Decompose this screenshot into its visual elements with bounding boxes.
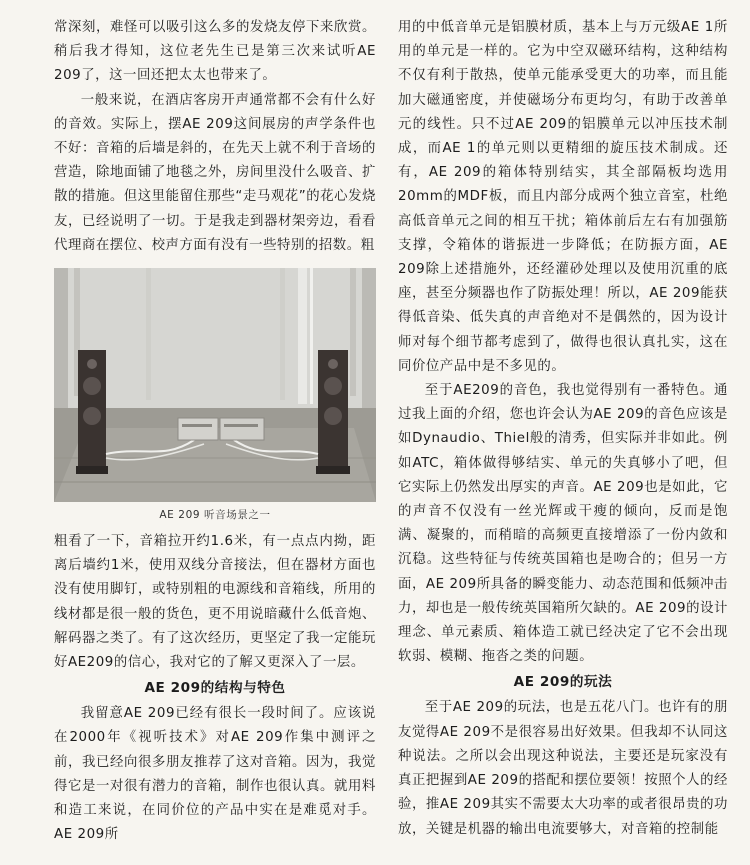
listening-room-illustration [54, 268, 376, 502]
paragraph: 粗看了一下，音箱拉开约1.6米，有一点点内拗，距离后墙约1米，使用双线分音接法，但在器材方面也没有使用脚钉，或特别粗的电源线和音箱线，所用的线材都是很一般的货色，更不用说暗藏什么低音炮、解码器之类了。有了这次经历，更坚定了我一定能玩好AE209的信心，我对它的了解又更深入了一层。 [54, 534, 376, 671]
figure-caption: AE 209 听音场景之一 [159, 509, 271, 522]
listening-room-photo [54, 268, 376, 502]
paragraph: 我留意AE 209已经有很长一段时间了。应该说在2000年《视听技术》对AE 209作集中测评之前，我已经向很多朋友推荐了这对音箱。因为，我觉得它是一对很有潜力的音箱，制作也很认真。就用料和造工来说，在同价位的产品中实在是难觅对手。AE 209所 [54, 706, 376, 843]
right-column [398, 16, 728, 842]
paragraph: 常深刻，难怪可以吸引这么多的发烧友停下来欣赏。稍后我才得知，这位老先生已是第三次来试听AE 209了，这一回还把太太也带来了。 [54, 20, 376, 84]
paragraph: 至于AE209的音色，我也觉得别有一番特色。通过我上面的介绍，您也许会认为AE 209的音色应该是如Dynaudio、Thiel般的清秀，但实际并非如此。例如ATC，箱体做得够结实、单元的失真够小了吧，但它实际上仍然发出厚实的声音。AE 209也是如此，它的声音不仅没有一丝光辉或干瘦的倾向，反而是饱满、凝聚的，而稍暗的高频更直接增添了一份内敛和沉稳。这些特征与传统英国箱也是吻合的；但另一方面，AE 209所具备的瞬变能力、动态范围和低频冲击力，却也是一般传统英国箱所欠缺的。AE 209的设计理念、单元素质、箱体造工就已经决定了它不会出现软弱、模糊、拖沓之类的问题。 [398, 383, 728, 665]
paragraph: 至于AE 209的玩法，也是五花八门。也许有的朋友觉得AE 209不是很容易出好效果。但我却不认同这种说法。之所以会出现这种说法，主要还是玩家没有真正把握到AE 209的搭配和摆位要领！按照个人的经验，推AE 209其实不需要太大功率的或者很昂贵的功放，关键是机器的输出电流要够大，对音箱的控制能 [398, 700, 728, 837]
paragraph: 用的中低音单元是铝膜材质，基本上与万元级AE 1所用的单元是一样的。它为中空双磁环结构，这种结构不仅有利于散热，使单元能承受更大的功率，而且能加大磁通密度，并使磁场分布更均匀，有助于改善单元的线性。只不过AE 209的铝膜单元以冲压技术制成，而AE 1的单元则以更精细的旋压技术制成。还有，AE 209的箱体特别结实，其全部隔板均选用20mm的MDF板，而且内部分成两个独立音室，杜绝高低音单元之间的相互干扰；箱体前后左右有加强筋支撑，令箱体的谐振进一步降低；在防振方面，AE 209除上述措施外，还经灌砂处理以及使用沉重的底座，甚至分频器也作了防振处理！所以，AE 209能获得低音染、低失真的声音绝对不是偶然的，因为设计师对每个细节都考虑到了，做得也很认真扎实，这在同价位产品中是不多见的。 [398, 20, 728, 374]
section-heading: AE 209的玩法 [513, 674, 613, 691]
section-heading: AE 209的结构与特色 [144, 680, 286, 697]
figure [54, 268, 376, 524]
paragraph: 一般来说，在酒店客房开声通常都不会有什么好的音效。实际上，摆AE 209这间展房的声学条件也不好：音箱的后墙是斜的，在先天上就不利于音场的营造，除地面铺了地毯之外，房间里没什么吸音、扩散的措施。但这里能留住那些“走马观花”的花心发烧友，已经说明了一切。于是我走到器材架旁边，看看代理商在摆位、校声方面有没有一些特别的招数。粗 [54, 92, 376, 253]
left-column [54, 16, 376, 847]
